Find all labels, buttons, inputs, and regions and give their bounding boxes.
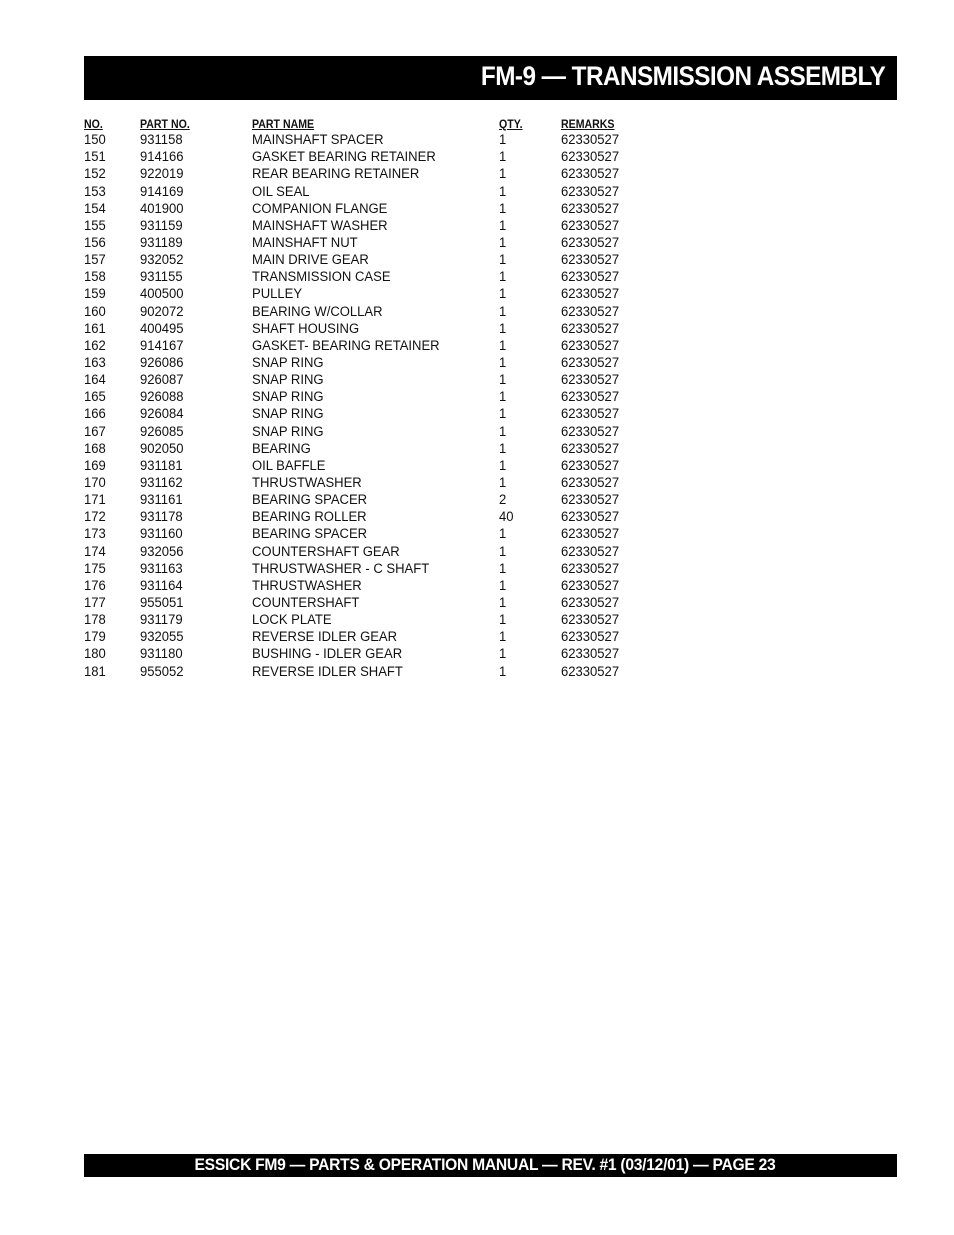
part-number-index: 158 (84, 269, 106, 286)
part-number: 931189 (140, 234, 183, 251)
part-remarks: 62330527 (561, 354, 620, 371)
part-number: 932056 (140, 543, 184, 560)
part-name: SNAP RING (252, 389, 324, 406)
part-name: THRUSTWASHER - C SHAFT (252, 560, 430, 577)
part-number: 926086 (140, 354, 184, 371)
part-qty: 1 (499, 132, 507, 149)
part-number: 931162 (140, 474, 183, 491)
part-name: SNAP RING (252, 406, 324, 423)
part-name: SHAFT HOUSING (252, 320, 360, 337)
part-remarks: 62330527 (561, 166, 620, 183)
part-number-index: 168 (84, 440, 106, 457)
part-qty: 1 (499, 663, 507, 680)
part-number-index: 160 (84, 303, 106, 320)
part-number-index: 178 (84, 612, 106, 629)
part-number: 914167 (140, 337, 184, 354)
part-name: BEARING W/COLLAR (252, 303, 383, 320)
part-remarks: 62330527 (561, 612, 620, 629)
part-remarks: 62330527 (561, 200, 620, 217)
part-name: GASKET- BEARING RETAINER (252, 337, 440, 354)
part-number-index: 169 (84, 457, 106, 474)
part-number-index: 170 (84, 474, 106, 491)
part-qty: 1 (499, 217, 507, 234)
part-remarks: 62330527 (561, 474, 620, 491)
part-number-index: 153 (84, 183, 106, 200)
part-remarks: 62330527 (561, 269, 620, 286)
part-qty: 1 (499, 423, 507, 440)
part-number: 926087 (140, 372, 184, 389)
part-number: 931164 (140, 577, 183, 594)
part-name: REVERSE IDLER SHAFT (252, 663, 403, 680)
part-remarks: 62330527 (561, 526, 620, 543)
part-number-index: 177 (84, 594, 106, 611)
part-qty: 1 (499, 457, 507, 474)
part-remarks: 62330527 (561, 132, 620, 149)
part-qty: 1 (499, 543, 507, 560)
part-number: 931155 (140, 269, 183, 286)
part-number-index: 173 (84, 526, 106, 543)
part-remarks: 62330527 (561, 560, 620, 577)
part-remarks: 62330527 (561, 286, 620, 303)
part-number-index: 174 (84, 543, 106, 560)
part-qty: 1 (499, 303, 507, 320)
part-number-index: 161 (84, 320, 106, 337)
part-name: SNAP RING (252, 423, 324, 440)
part-number-index: 164 (84, 372, 106, 389)
part-remarks: 62330527 (561, 457, 620, 474)
part-remarks: 62330527 (561, 492, 620, 509)
part-qty: 1 (499, 389, 507, 406)
part-number-index: 156 (84, 234, 106, 251)
part-number-index: 175 (84, 560, 106, 577)
part-number: 914169 (140, 183, 184, 200)
part-name: OIL BAFFLE (252, 457, 326, 474)
part-remarks: 62330527 (561, 149, 620, 166)
part-qty: 1 (499, 200, 507, 217)
part-number-index: 152 (84, 166, 106, 183)
part-qty: 40 (499, 509, 514, 526)
part-name: MAIN DRIVE GEAR (252, 252, 369, 269)
part-number: 932055 (140, 629, 184, 646)
part-number: 931178 (140, 509, 183, 526)
part-number: 931163 (140, 560, 183, 577)
part-number: 931161 (140, 492, 183, 509)
part-name: OIL SEAL (252, 183, 310, 200)
part-name: BEARING SPACER (252, 492, 368, 509)
part-remarks: 62330527 (561, 252, 620, 269)
part-number-index: 172 (84, 509, 106, 526)
part-qty: 1 (499, 234, 507, 251)
part-number-index: 171 (84, 492, 106, 509)
part-qty: 1 (499, 526, 507, 543)
part-number: 931160 (140, 526, 183, 543)
part-qty: 1 (499, 646, 507, 663)
part-number-index: 159 (84, 286, 106, 303)
part-qty: 1 (499, 612, 507, 629)
part-qty: 1 (499, 594, 507, 611)
part-name: THRUSTWASHER (252, 577, 362, 594)
part-remarks: 62330527 (561, 320, 620, 337)
part-remarks: 62330527 (561, 217, 620, 234)
part-qty: 1 (499, 440, 507, 457)
part-qty: 1 (499, 560, 507, 577)
part-number-index: 150 (84, 132, 106, 149)
part-name: COMPANION FLANGE (252, 200, 388, 217)
part-remarks: 62330527 (561, 303, 620, 320)
part-remarks: 62330527 (561, 543, 620, 560)
part-number: 926085 (140, 423, 184, 440)
part-number: 955051 (140, 594, 184, 611)
part-qty: 1 (499, 372, 507, 389)
part-number-index: 165 (84, 389, 106, 406)
part-qty: 1 (499, 629, 507, 646)
part-number: 932052 (140, 252, 184, 269)
page-title-bar (84, 56, 897, 100)
part-remarks: 62330527 (561, 372, 620, 389)
part-qty: 2 (499, 492, 507, 509)
part-number-index: 179 (84, 629, 106, 646)
column-header-remarks: REMARKS (561, 119, 615, 131)
part-name: SNAP RING (252, 372, 324, 389)
part-remarks: 62330527 (561, 423, 620, 440)
part-number: 926084 (140, 406, 184, 423)
part-name: BEARING ROLLER (252, 509, 367, 526)
part-number-index: 176 (84, 577, 106, 594)
part-number-index: 180 (84, 646, 106, 663)
part-remarks: 62330527 (561, 509, 620, 526)
part-name: GASKET BEARING RETAINER (252, 149, 436, 166)
part-qty: 1 (499, 166, 507, 183)
part-number: 902050 (140, 440, 184, 457)
part-remarks: 62330527 (561, 183, 620, 200)
part-number: 931159 (140, 217, 183, 234)
part-name: THRUSTWASHER (252, 474, 362, 491)
part-name: MAINSHAFT WASHER (252, 217, 388, 234)
column-header-part-name: PART NAME (252, 119, 315, 131)
part-number-index: 181 (84, 663, 106, 680)
part-number-index: 157 (84, 252, 106, 269)
part-qty: 1 (499, 337, 507, 354)
part-qty: 1 (499, 406, 507, 423)
part-number: 926088 (140, 389, 184, 406)
part-number-index: 162 (84, 337, 106, 354)
part-name: COUNTERSHAFT (252, 594, 360, 611)
part-remarks: 62330527 (561, 629, 620, 646)
part-qty: 1 (499, 149, 507, 166)
part-name: REVERSE IDLER GEAR (252, 629, 398, 646)
part-number-index: 154 (84, 200, 106, 217)
page-title: FM-9 — TRANSMISSION ASSEMBLY (480, 61, 885, 91)
part-number-index: 151 (84, 149, 106, 166)
part-remarks: 62330527 (561, 440, 620, 457)
part-qty: 1 (499, 474, 507, 491)
part-number: 922019 (140, 166, 184, 183)
part-number: 931181 (140, 457, 183, 474)
part-remarks: 62330527 (561, 577, 620, 594)
part-number-index: 166 (84, 406, 106, 423)
part-remarks: 62330527 (561, 337, 620, 354)
part-number: 902072 (140, 303, 184, 320)
part-name: PULLEY (252, 286, 303, 303)
part-number-index: 155 (84, 217, 106, 234)
part-qty: 1 (499, 252, 507, 269)
part-remarks: 62330527 (561, 646, 620, 663)
part-name: LOCK PLATE (252, 612, 332, 629)
part-name: BEARING SPACER (252, 526, 368, 543)
column-header-no: NO. (84, 119, 103, 131)
part-qty: 1 (499, 577, 507, 594)
part-name: MAINSHAFT NUT (252, 234, 358, 251)
part-remarks: 62330527 (561, 234, 620, 251)
part-name: TRANSMISSION CASE (252, 269, 391, 286)
part-name: BUSHING - IDLER GEAR (252, 646, 403, 663)
part-qty: 1 (499, 354, 507, 371)
part-name: MAINSHAFT SPACER (252, 132, 384, 149)
part-number: 400500 (140, 286, 184, 303)
footer-text: ESSICK FM9 — PARTS & OPERATION MANUAL — REV. #1 (03/12/01) — PAGE 23 (194, 1155, 775, 1174)
footer-bar (84, 1154, 897, 1177)
part-number: 931180 (140, 646, 183, 663)
part-qty: 1 (499, 269, 507, 286)
part-number-index: 163 (84, 354, 106, 371)
part-remarks: 62330527 (561, 663, 620, 680)
part-qty: 1 (499, 320, 507, 337)
part-number: 955052 (140, 663, 184, 680)
part-name: REAR BEARING RETAINER (252, 166, 420, 183)
part-name: SNAP RING (252, 354, 324, 371)
part-name: COUNTERSHAFT GEAR (252, 543, 400, 560)
part-number: 401900 (140, 200, 184, 217)
part-remarks: 62330527 (561, 594, 620, 611)
column-header-part-no: PART NO. (140, 119, 190, 131)
part-remarks: 62330527 (561, 389, 620, 406)
part-remarks: 62330527 (561, 406, 620, 423)
part-number: 931158 (140, 132, 183, 149)
part-number: 400495 (140, 320, 184, 337)
part-name: BEARING (252, 440, 311, 457)
part-qty: 1 (499, 183, 507, 200)
part-number: 914166 (140, 149, 184, 166)
column-header-qty: QTY. (499, 119, 523, 131)
part-number-index: 167 (84, 423, 106, 440)
part-qty: 1 (499, 286, 507, 303)
part-number: 931179 (140, 612, 183, 629)
